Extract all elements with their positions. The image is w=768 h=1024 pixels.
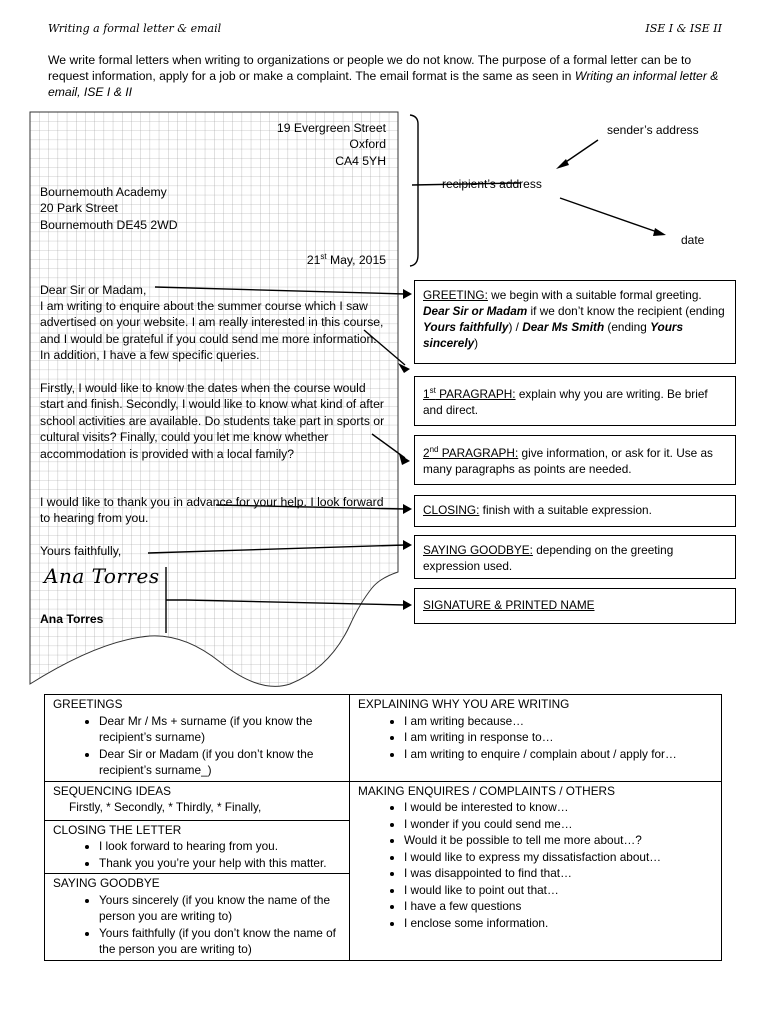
list-item: • I would like to express my dissatisfaction about… xyxy=(404,849,713,866)
closing-explanation-box: CLOSING: finish with a suitable expression. xyxy=(414,495,736,527)
list-item: • Would it be possible to tell me more about…? xyxy=(404,832,713,849)
reference-phrases-table xyxy=(44,694,722,961)
list-item: • I was disappointed to find that… xyxy=(404,865,713,882)
sender-address-label: sender’s address xyxy=(607,123,699,137)
date-label: date xyxy=(681,233,705,247)
list-item: • Thank you you’re your help with this matter. xyxy=(99,855,341,872)
list-item: • I am writing to enquire / complain about / apply for… xyxy=(404,746,713,763)
letter-closing: I would like to thank you in advance for your help. I look forward to hearing from you. xyxy=(40,495,384,526)
recipient-address: Bournemouth Academy 20 Park Street Bournemouth DE45 2WD xyxy=(40,185,178,232)
signature-explanation-box: SIGNATURE & PRINTED NAME xyxy=(414,588,736,624)
list-item: • I look forward to hearing from you. xyxy=(99,838,341,855)
worksheet-title: Writing a formal letter & email xyxy=(48,22,222,35)
greetings-cell: GREETINGS • Dear Mr / Ms + surname (if you know the recipient’s surname) • Dear Sir or Madam (if you don’t know the recipient’s surname_) xyxy=(45,695,350,782)
paragraph-2-explanation-box: 2nd PARAGRAPH: give information, or ask for it. Use as many paragraphs as points are needed. xyxy=(414,435,736,485)
list-item: • I would be interested to know… xyxy=(404,799,713,816)
list-item: • Dear Mr / Ms + surname (if you know the recipient’s surname) xyxy=(99,713,341,746)
recipient-address-label: recipient’s address xyxy=(442,177,542,191)
letter-date: 21st May, 2015 xyxy=(306,252,386,268)
letter-paragraph-1: I am writing to enquire about the summer course which I saw advertised on your website. I am really interested in this course, and I would be grateful if you could send me more information. In addition, I have a few specific queries. xyxy=(40,299,384,363)
list-item: • I wonder if you could send me… xyxy=(404,816,713,833)
left-column-lower xyxy=(45,781,350,960)
closing-cell: CLOSING THE LETTER • I look forward to hearing from you. • Thank you you’re your help with this matter. xyxy=(45,821,349,875)
list-item: • Yours faithfully (if you don’t know the name of the person you are writing to) xyxy=(99,925,341,958)
list-item: • Dear Sir or Madam (if you don’t know the recipient’s surname_) xyxy=(99,746,341,779)
sequencing-cell: SEQUENCING IDEAS Firstly, * Secondly, * Thirdly, * Finally, xyxy=(45,782,349,821)
printed-name: Ana Torres xyxy=(40,612,104,626)
sender-address: 19 Evergreen Street Oxford CA4 5YH xyxy=(276,121,386,168)
list-item: • I would like to point out that… xyxy=(404,882,713,899)
paragraph-1-explanation-box: 1st PARAGRAPH: explain why you are writing. Be brief and direct. xyxy=(414,376,736,426)
list-item: • Yours sincerely (if you know the name of the person you are writing to) xyxy=(99,892,341,925)
handwritten-signature: Ana Torres xyxy=(44,564,160,588)
explaining-cell: EXPLAINING WHY YOU ARE WRITING • I am writing because… • I am writing in response to… • I am writing to enquire / complain about / apply for… xyxy=(350,695,722,782)
greeting-explanation-box: GREETING: we begin with a suitable formal greeting. Dear Sir or Madam if we don’t know the recipient (ending Yours faithfully) / Dear Ms Smith (ending Yours sincerely) xyxy=(414,280,736,364)
list-item: • I am writing because… xyxy=(404,713,713,730)
list-item: • I enclose some information. xyxy=(404,915,713,932)
enquiries-cell: MAKING ENQUIRES / COMPLAINTS / OTHERS • I would be interested to know… • I wonder if you could send me… • Would it be possible to tell me more about…? • I would like to express my dissatisfaction about… • I was disappointed to find that… • I would like to point out that… • I have a few questions • I enclose some information. xyxy=(350,781,722,960)
intro-paragraph: We write formal letters when writing to organizations or people we do not know. The purpose of a formal letter can be to request information, apply for a job or make a complaint. The email format is the same as seen in Writing an informal letter & email, ISE I & II xyxy=(48,53,719,99)
letter-paragraph-2: Firstly, I would like to know the dates when the course would start and finish. Secondly, I would like to know what kind of after school activities are available. Do students take part in sports or cultural visits? Finally, could you let me know whether accommodation is provided with a local family? xyxy=(40,381,385,461)
goodbye-cell: SAYING GOODBYE • Yours sincerely (if you know the name of the person you are writing to) • Yours faithfully (if you don’t know the name of the person you are writing to) xyxy=(45,874,349,960)
level-label: ISE I & ISE II xyxy=(645,22,722,35)
list-item: • I have a few questions xyxy=(404,898,713,915)
goodbye-explanation-box: SAYING GOODBYE: depending on the greeting expression used. xyxy=(414,535,736,579)
list-item: • I am writing in response to… xyxy=(404,729,713,746)
letter-greeting: Dear Sir or Madam, xyxy=(40,283,147,297)
letter-goodbye: Yours faithfully, xyxy=(40,544,122,558)
